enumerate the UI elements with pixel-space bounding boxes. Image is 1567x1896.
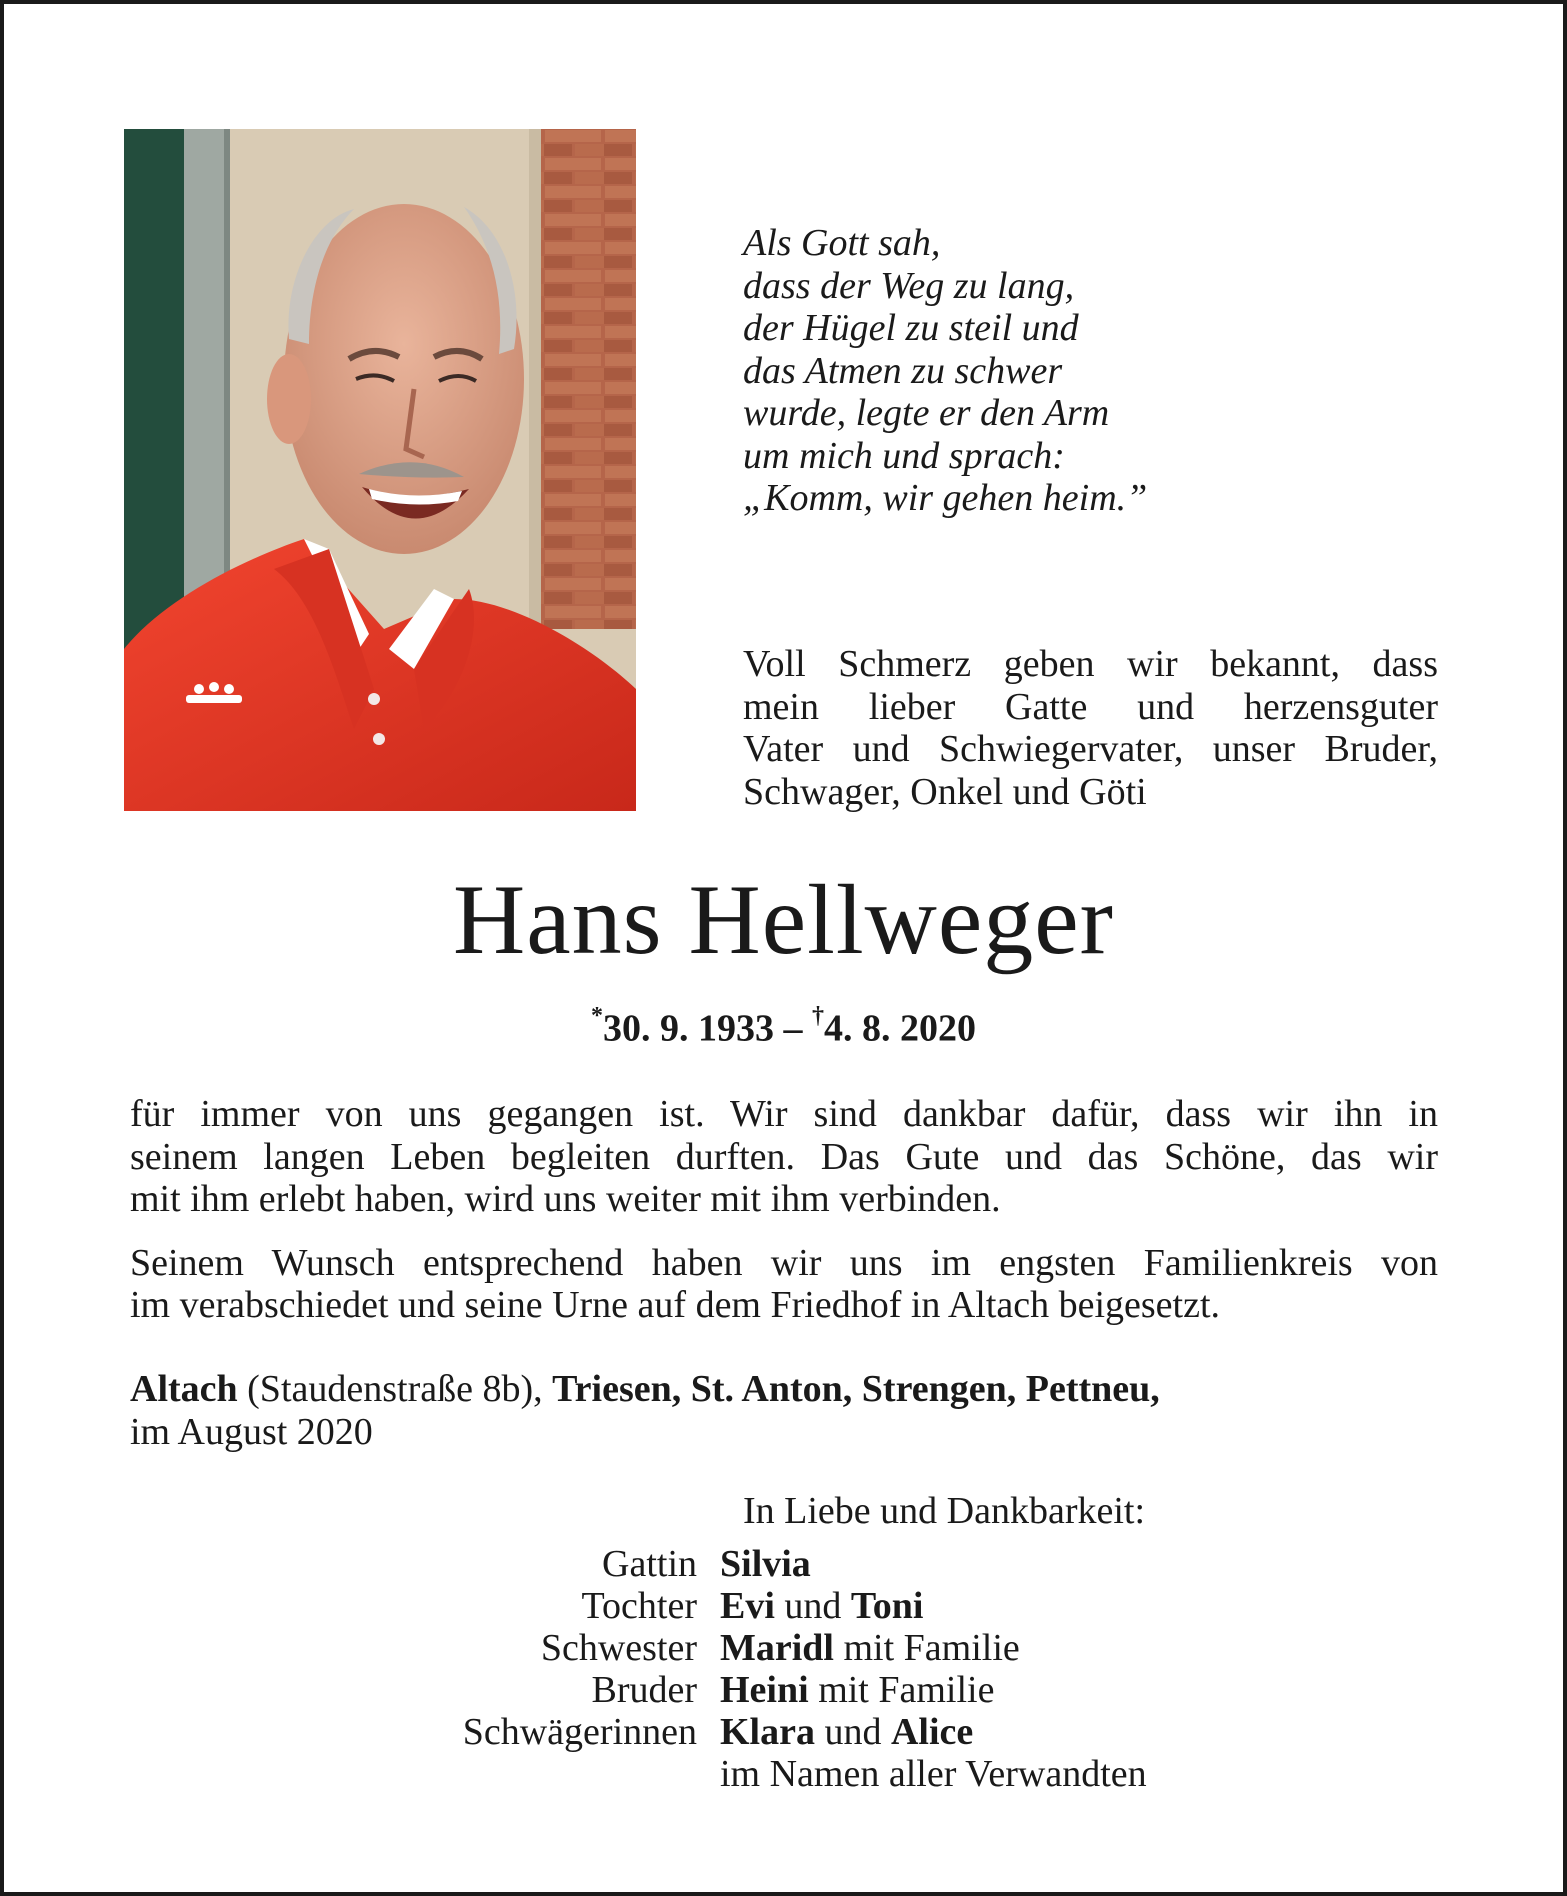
death-date: 4. 8. 2020 (824, 1007, 976, 1050)
poem-line: um mich und sprach: (743, 434, 1065, 477)
body-line: Seinem Wunsch entsprechend haben wir uns im engsten Familienkreis von (130, 1241, 1438, 1284)
death-mark: † (812, 1003, 824, 1029)
family-row (300, 1627, 1300, 1669)
body-paragraph-1 (130, 1093, 1438, 1221)
date-dash: – (783, 1007, 803, 1050)
body-paragraph-2 (130, 1242, 1438, 1327)
poem-line: Als Gott sah, (743, 222, 941, 264)
poem-line: „Komm, wir gehen heim.” (743, 477, 1148, 519)
family-relation: Tochter (581, 1585, 697, 1627)
family-name: Alice (890, 1711, 974, 1753)
family-names (720, 1585, 923, 1627)
family-relation: Schwägerinnen (462, 1711, 697, 1753)
family-row (300, 1669, 1300, 1711)
family-names (720, 1627, 1020, 1669)
body-line: für immer von uns gegangen ist. Wir sind dankbar dafür, dass wir ihn in (130, 1093, 1438, 1135)
portrait-photo (124, 129, 636, 811)
places-date: im August 2020 (130, 1410, 373, 1453)
poem-line: dass der Weg zu lang, (743, 264, 1075, 307)
places-block (130, 1368, 1160, 1453)
family-joiner: und (774, 1585, 851, 1627)
life-dates (0, 998, 1567, 1051)
body-line: seinem langen Leben begleiten durften. Das Gute und das Schöne, das wir (130, 1135, 1438, 1178)
intro-line: Voll Schmerz geben wir bekannt, dass (743, 643, 1438, 685)
family-joiner: und (814, 1711, 891, 1753)
family-name: Klara (720, 1711, 815, 1753)
family-name: Evi (720, 1585, 775, 1627)
announcement-intro (743, 643, 1438, 813)
family-row (300, 1753, 1300, 1795)
body-line: mit ihm erlebt haben, wird uns weiter mit ihm verbinden. (130, 1178, 1001, 1220)
family-names (720, 1669, 994, 1711)
family-relation: Bruder (591, 1669, 697, 1711)
family-row (300, 1543, 1300, 1585)
body-text (130, 1093, 1438, 1348)
closing-line: In Liebe und Dankbarkeit: (743, 1490, 1146, 1532)
birth-mark: * (591, 1003, 603, 1029)
poem-line: das Atmen zu schwer (743, 349, 1063, 392)
family-list (300, 1543, 1300, 1795)
body-line: im verabschiedet und seine Urne auf dem Friedhof in Altach beigesetzt. (130, 1284, 1221, 1326)
birth-date: 30. 9. 1933 (603, 1007, 774, 1050)
family-name: Silvia (720, 1543, 811, 1585)
family-name: Toni (850, 1585, 924, 1627)
family-names (720, 1711, 973, 1753)
family-name: Maridl (720, 1627, 834, 1669)
family-row (300, 1711, 1300, 1753)
family-joiner: mit Familie (833, 1627, 1020, 1669)
family-name: Heini (720, 1669, 809, 1711)
poem-line: wurde, legte er den Arm (743, 392, 1110, 434)
family-names (720, 1753, 1147, 1795)
family-relation: Gattin (602, 1543, 697, 1585)
poem (743, 222, 1147, 520)
intro-line: Schwager, Onkel und Göti (743, 770, 1147, 813)
portrait-illustration (124, 129, 636, 811)
intro-line: mein lieber Gatte und herzensguter (743, 685, 1438, 728)
family-joiner: mit Familie (808, 1669, 995, 1711)
place-address: (Staudenstraße 8b), (237, 1368, 553, 1410)
deceased-name: Hans Hellweger (453, 864, 1114, 975)
family-relation (300, 1753, 720, 1795)
poem-line: der Hügel zu steil und (743, 307, 1079, 349)
intro-line: Vater und Schwiegervater, unser Bruder, (743, 728, 1438, 770)
family-relation: Schwester (540, 1627, 697, 1669)
place-town: Altach (130, 1368, 238, 1410)
places-line (130, 1368, 1160, 1411)
family-names (720, 1543, 811, 1585)
family-row (300, 1585, 1300, 1627)
family-joiner: im Namen aller Verwandten (720, 1753, 1147, 1795)
place-others: Triesen, St. Anton, Strengen, Pettneu, (552, 1368, 1160, 1410)
